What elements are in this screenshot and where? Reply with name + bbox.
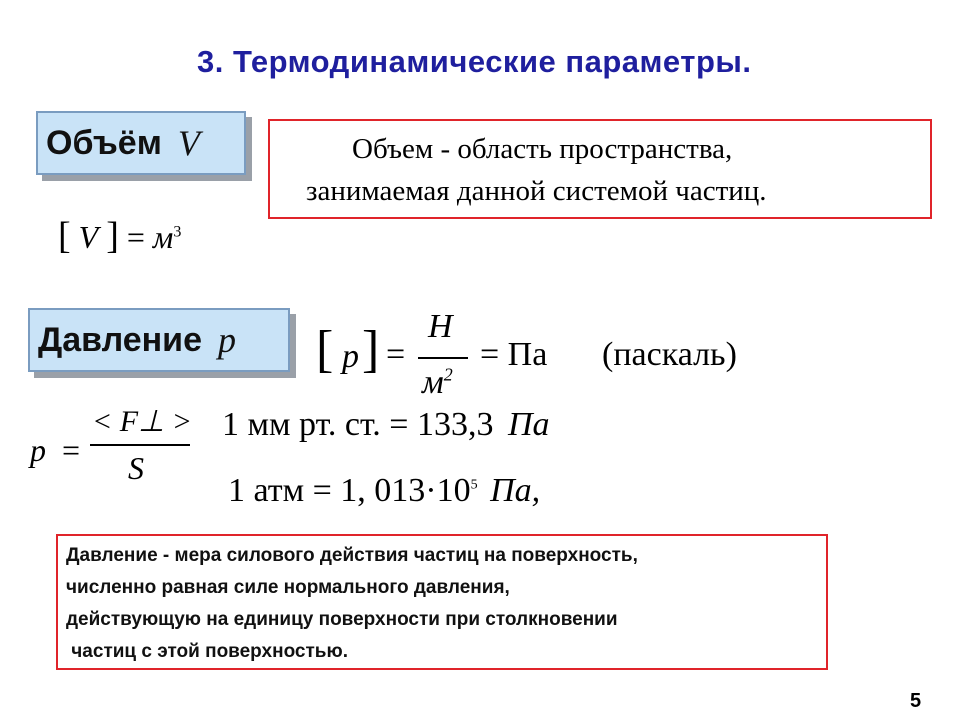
pressure-formula-equals: = bbox=[62, 432, 81, 468]
volume-unit-exponent: 3 bbox=[173, 223, 182, 241]
volume-symbol: V bbox=[177, 123, 200, 163]
pressure-definition-line1: Давление - мера силового действия частиц на поверхность, bbox=[66, 545, 638, 566]
pressure-unit-name: (паскаль) bbox=[602, 336, 737, 373]
mmhg-conversion-text: 1 мм рт. ст. = 133,3 bbox=[222, 406, 494, 443]
pressure-unit-symbol: p bbox=[342, 338, 359, 375]
volume-unit-value: м bbox=[152, 219, 174, 255]
pressure-label: Давление bbox=[38, 320, 202, 359]
volume-unit-open-bracket: [ bbox=[58, 215, 71, 257]
pressure-unit-den-base: м bbox=[422, 364, 444, 401]
pressure-symbol: p bbox=[218, 320, 236, 360]
pressure-unit-denominator bbox=[422, 364, 453, 402]
page-number: 5 bbox=[910, 690, 922, 712]
atm-conversion-exponent: 5 bbox=[470, 477, 478, 493]
pressure-unit-den-exponent: 2 bbox=[443, 364, 453, 385]
volume-unit-symbol: V bbox=[78, 219, 99, 255]
pressure-formula-lhs: p bbox=[30, 432, 46, 468]
volume-unit bbox=[58, 214, 181, 258]
pressure-definition-line4: частиц с этой поверхностью. bbox=[66, 641, 348, 662]
pressure-definition-box bbox=[56, 534, 828, 670]
pressure-formula-numerator: < F⊥ > bbox=[92, 405, 192, 438]
atm-conversion-text: 1 атм = 1, 013·10 bbox=[228, 472, 471, 509]
pressure-formula-denominator: S bbox=[128, 450, 144, 486]
pressure-formula-fraction-bar bbox=[90, 444, 190, 446]
pressure-unit-pa: = Па bbox=[480, 336, 548, 373]
volume-label-box bbox=[36, 111, 246, 175]
mmhg-conversion bbox=[222, 406, 550, 444]
pressure-unit-numerator: Н bbox=[428, 308, 453, 345]
pressure-unit-equals: = bbox=[386, 336, 406, 373]
pressure-label-box bbox=[28, 308, 290, 372]
mmhg-conversion-unit: Па bbox=[507, 406, 550, 443]
volume-definition-box bbox=[268, 119, 932, 219]
pressure-definition-line3: действующую на единицу поверхности при столкновении bbox=[66, 609, 618, 630]
atm-conversion bbox=[228, 472, 540, 510]
pressure-unit-close-bracket: ] bbox=[362, 321, 380, 378]
atm-conversion-unit: Па, bbox=[490, 472, 541, 509]
pressure-unit-fraction-bar bbox=[418, 357, 468, 359]
slide-title: 3. Термодинамические параметры. bbox=[197, 44, 752, 79]
volume-label: Объём bbox=[46, 123, 162, 162]
volume-unit-close-bracket: ] bbox=[106, 215, 119, 257]
volume-unit-equals: = bbox=[126, 219, 145, 255]
pressure-unit-open-bracket: [ bbox=[316, 321, 334, 378]
pressure-definition-line2: численно равная силе нормального давления, bbox=[66, 577, 510, 598]
volume-definition-line2: занимаемая данной системой частиц. bbox=[306, 175, 767, 207]
volume-definition-line1: Объем - область пространства, bbox=[352, 133, 733, 165]
